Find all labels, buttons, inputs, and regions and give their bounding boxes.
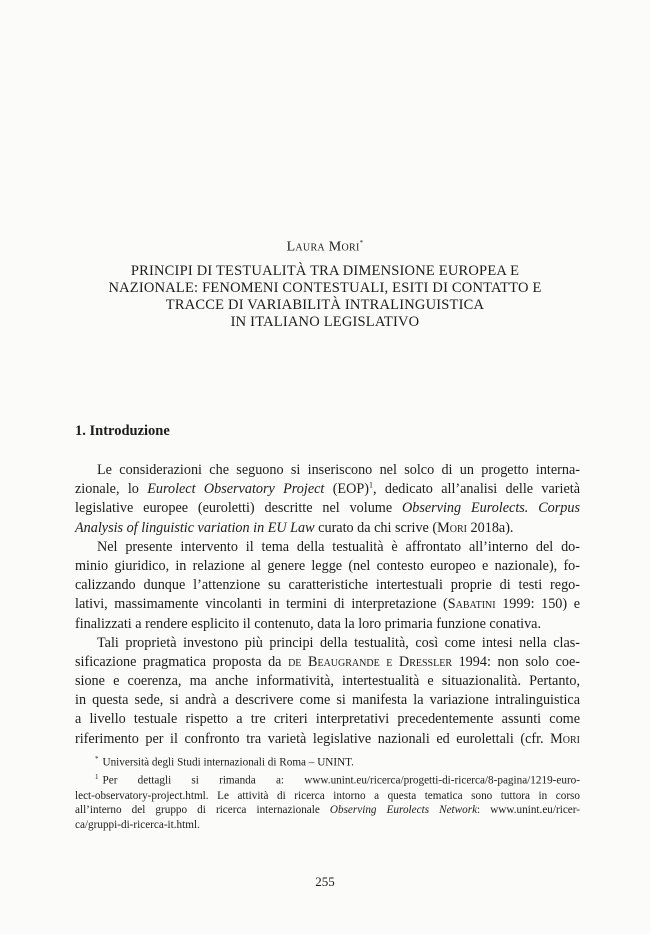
title-line: TRACCE DI VARIABILITÀ INTRALINGUISTICA	[165, 297, 485, 313]
text-line: Le considerazioni che seguono si inseriscono nel solco di un progetto interna-	[97, 462, 580, 478]
footnote-1-line: lect-observatory-project.html. Le attività di ricerca intorno a questa tematica sono tuttora in corso	[75, 789, 580, 802]
article-title	[60, 263, 590, 331]
footnotes	[75, 752, 580, 832]
text-line: sificazione pragmatica proposta da de Beaugrande e Dressler 1994: non solo coe-	[75, 653, 581, 670]
title-line: IN ITALIANO LEGISLATIVO	[230, 314, 420, 330]
author-name: Laura Mori	[286, 239, 360, 255]
title-line: PRINCIPI DI TESTUALITÀ TRA DIMENSIONE EUROPEA E	[130, 263, 520, 279]
text-line: in questa sede, si andrà a descrivere come si manifesta la variazione intralinguistica	[75, 692, 580, 709]
title-line: NAZIONALE: FENOMENI CONTESTUALI, ESITI DI CONTATTO E	[108, 280, 542, 296]
footnote-1: $^1$ Per dettagli si rimanda a: www.unint.eu/ricerca/progetti-di-ricerca/8-pagina/1219-euro-	[95, 773, 580, 788]
text-line: Analysis of linguistic variation in EU Law curato da chi scrive (Mori 2018a).	[75, 519, 514, 536]
footnote-affiliation: * Università degli Studi internazionali di Roma – UNINT.	[95, 755, 354, 769]
text-line: sione e coerenza, ma anche informatività, intertestualità e situazionalità. Pertanto,	[75, 673, 580, 690]
footnote-1-line: all’interno del gruppo di ricerca internazionale Observing Eurolects Network: www.unint.eu/ricer-	[75, 804, 580, 817]
text-line: finalizzati a rendere esplicito il contenuto, data la loro primaria funzione conativa.	[75, 615, 542, 632]
footnote-1-line: ca/gruppi-di-ricerca-it.html.	[75, 818, 200, 831]
text-line: riferimento per il confronto tra varietà legislative nazionali ed eurolettali (cfr. Mori	[75, 730, 580, 747]
text-line: a livello testuale rispetto a tre criteri interpretativi precedentemente assunti come	[75, 711, 580, 728]
footnote-ref: 1	[368, 480, 373, 490]
text-line: minio giuridico, in relazione al genere legge (nel contesto europeo e nazionale), fo-	[75, 557, 580, 574]
page-number: 255	[315, 874, 335, 889]
author-line	[0, 239, 650, 256]
text-line: calizzando dunque l’attenzione su caratteristiche intertestuali proprie di testi rego-	[75, 577, 580, 594]
text-line: lativi, massimamente vincolanti in termini di interpretazione (Sabatini 1999: 150) e	[75, 596, 580, 613]
text-line: zionale, lo Eurolect Observatory Project (EOP)$^1$, dedicato all’analisi delle varietà	[75, 480, 581, 498]
text-line: Tali proprietà investono più principi della testualità, così come intesi nella clas-	[97, 634, 580, 651]
text-line: legislative europee (euroletti) descritte nel volume Observing Eurolects. Corpus	[75, 500, 580, 517]
text-line: Nel presente intervento il tema della testualità è affrontato all’interno del do-	[97, 538, 580, 555]
author-footnote-mark: *	[359, 239, 364, 247]
section-heading: 1. Introduzione	[75, 423, 170, 439]
body-text	[75, 461, 580, 749]
